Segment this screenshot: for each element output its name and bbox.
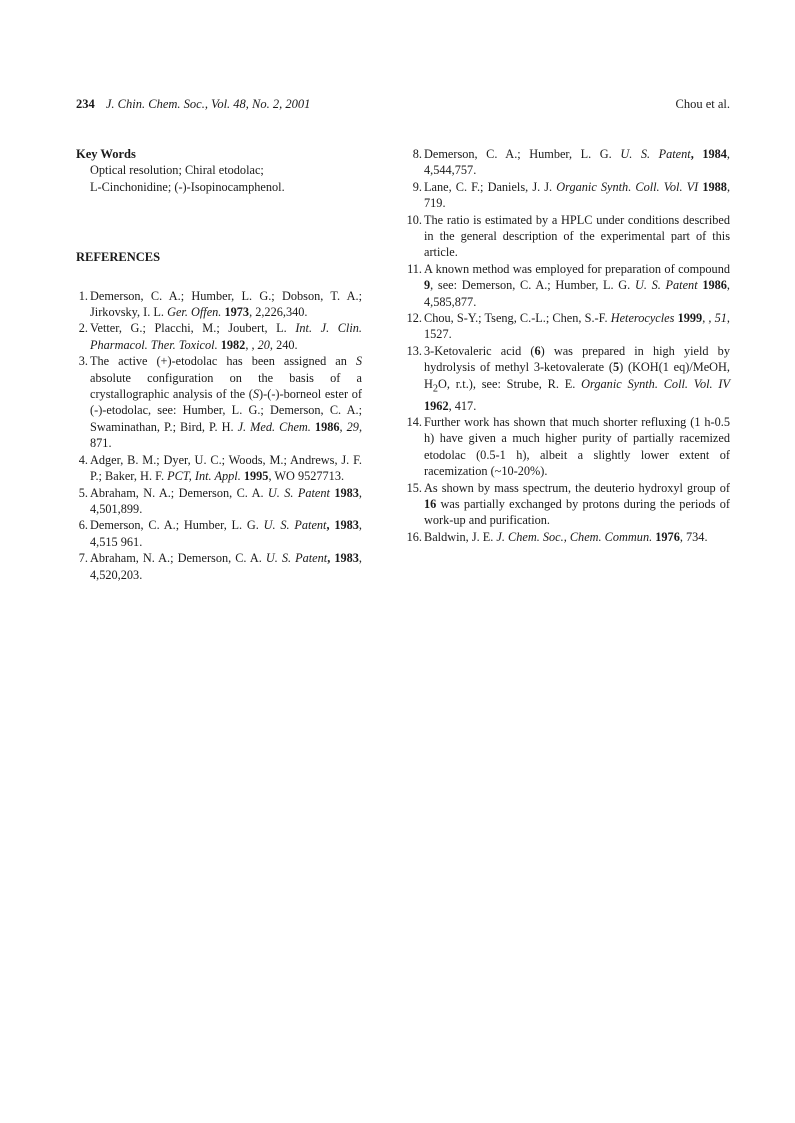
reference-7: 7. Abraham, N. A.; Demerson, C. A. U. S. Patent, 1983, 4,520,203. bbox=[78, 551, 362, 582]
reference-11: 11. A known method was employed for preparation of compound 9, see: Demerson, C. A.; Humber, L. G. U. S. Patent 1986, 4,585,877. bbox=[407, 261, 730, 309]
reference-5: 5. Abraham, N. A.; Demerson, C. A. U. S. Patent 1983, 4,501,899. bbox=[78, 485, 362, 516]
reference-8: 8. Demerson, C. A.; Humber, L. G. U. S. Patent, 1984, 4,544,757. bbox=[412, 147, 730, 178]
reference-1: 1. Demerson, C. A.; Humber, L. G.; Dobson, T. A.; Jirkovsky, I. L. Ger. Offen. 1973, 2,226,340. bbox=[78, 288, 362, 320]
reference-3: 3. The active (+)-etodolac has been assigned an S absolute configuration on the basis of a crystallographic analysis of the (S)-(-)-borneol ester of (-)-etodolac, see: Humber, L. G.; Demerson, C. A.; Swaminathan, P.; Bird, P. H. J. Med. Chem. 1986, 29, 871. bbox=[78, 354, 363, 451]
reference-9: 9. Lane, C. F.; Daniels, J. J. Organic Synth. Coll. Vol. VI 1988, 719. bbox=[412, 179, 731, 211]
right-column bbox=[406, 146, 731, 545]
running-header bbox=[76, 96, 730, 112]
reference-13: 13. 3-Ketovaleric acid (6) was prepared in high yield by hydrolysis of methyl 3-ketovalerate (5) (KOH(1 eq)/MeOH, $H_2O$, r.t.), see: Strube, R. E. Organic Synth. Coll. Vol. IV 1962, 417. bbox=[406, 343, 730, 413]
reference-14: 14. Further work has shown that much shorter refluxing (1 h-0.5 h) have given a much higher purity of partially racemized etodolac (0.5-1 h), albeit a slightly lower extent of racemization (~10-20%). bbox=[406, 414, 730, 479]
reference-6: 6. Demerson, C. A.; Humber, L. G. U. S. Patent, 1983, 4,515 961. bbox=[78, 518, 362, 549]
key-words-heading: Key Words bbox=[76, 147, 136, 161]
key-words-section bbox=[76, 146, 362, 195]
journal-citation: J. Chin. Chem. Soc., Vol. 48, No. 2, 2001 bbox=[105, 97, 311, 111]
reference-2: 2. Vetter, G.; Placchi, M.; Joubert, L. Int. J. Clin. Pharmacol. Ther. Toxicol. 1982, , 20, 240. bbox=[78, 321, 362, 352]
reference-12: 12. Chou, S-Y.; Tseng, C.-L.; Chen, S.-F. Heterocycles 1999, , 51, 1527. bbox=[406, 311, 730, 342]
reference-10: 10. The ratio is estimated by a HPLC under conditions described in the general description of the experimental part of this article. bbox=[406, 212, 730, 260]
left-column bbox=[76, 146, 362, 583]
reference-4: 4. Adger, B. M.; Dyer, U. C.; Woods, M.; Andrews, J. F. P.; Baker, H. F. PCT, Int. Appl. 1995, WO 9527713. bbox=[78, 452, 362, 484]
key-words-line-1: Optical resolution; Chiral etodolac; bbox=[90, 163, 264, 178]
key-words-line-2: L-Cinchonidine; (-)-Isopinocamphenol. bbox=[90, 179, 285, 194]
references-heading: REFERENCES bbox=[76, 250, 161, 265]
running-authors: Chou et al. bbox=[675, 97, 730, 111]
page-number: 234 bbox=[76, 97, 95, 111]
reference-16: 16. Baldwin, J. E. J. Chem. Soc., Chem. Commun. 1976, 734. bbox=[406, 529, 708, 544]
reference-15: 15. As shown by mass spectrum, the deuterio hydroxyl group of 16 was partially exchanged by protons during the periods of work-up and purification. bbox=[406, 480, 730, 528]
